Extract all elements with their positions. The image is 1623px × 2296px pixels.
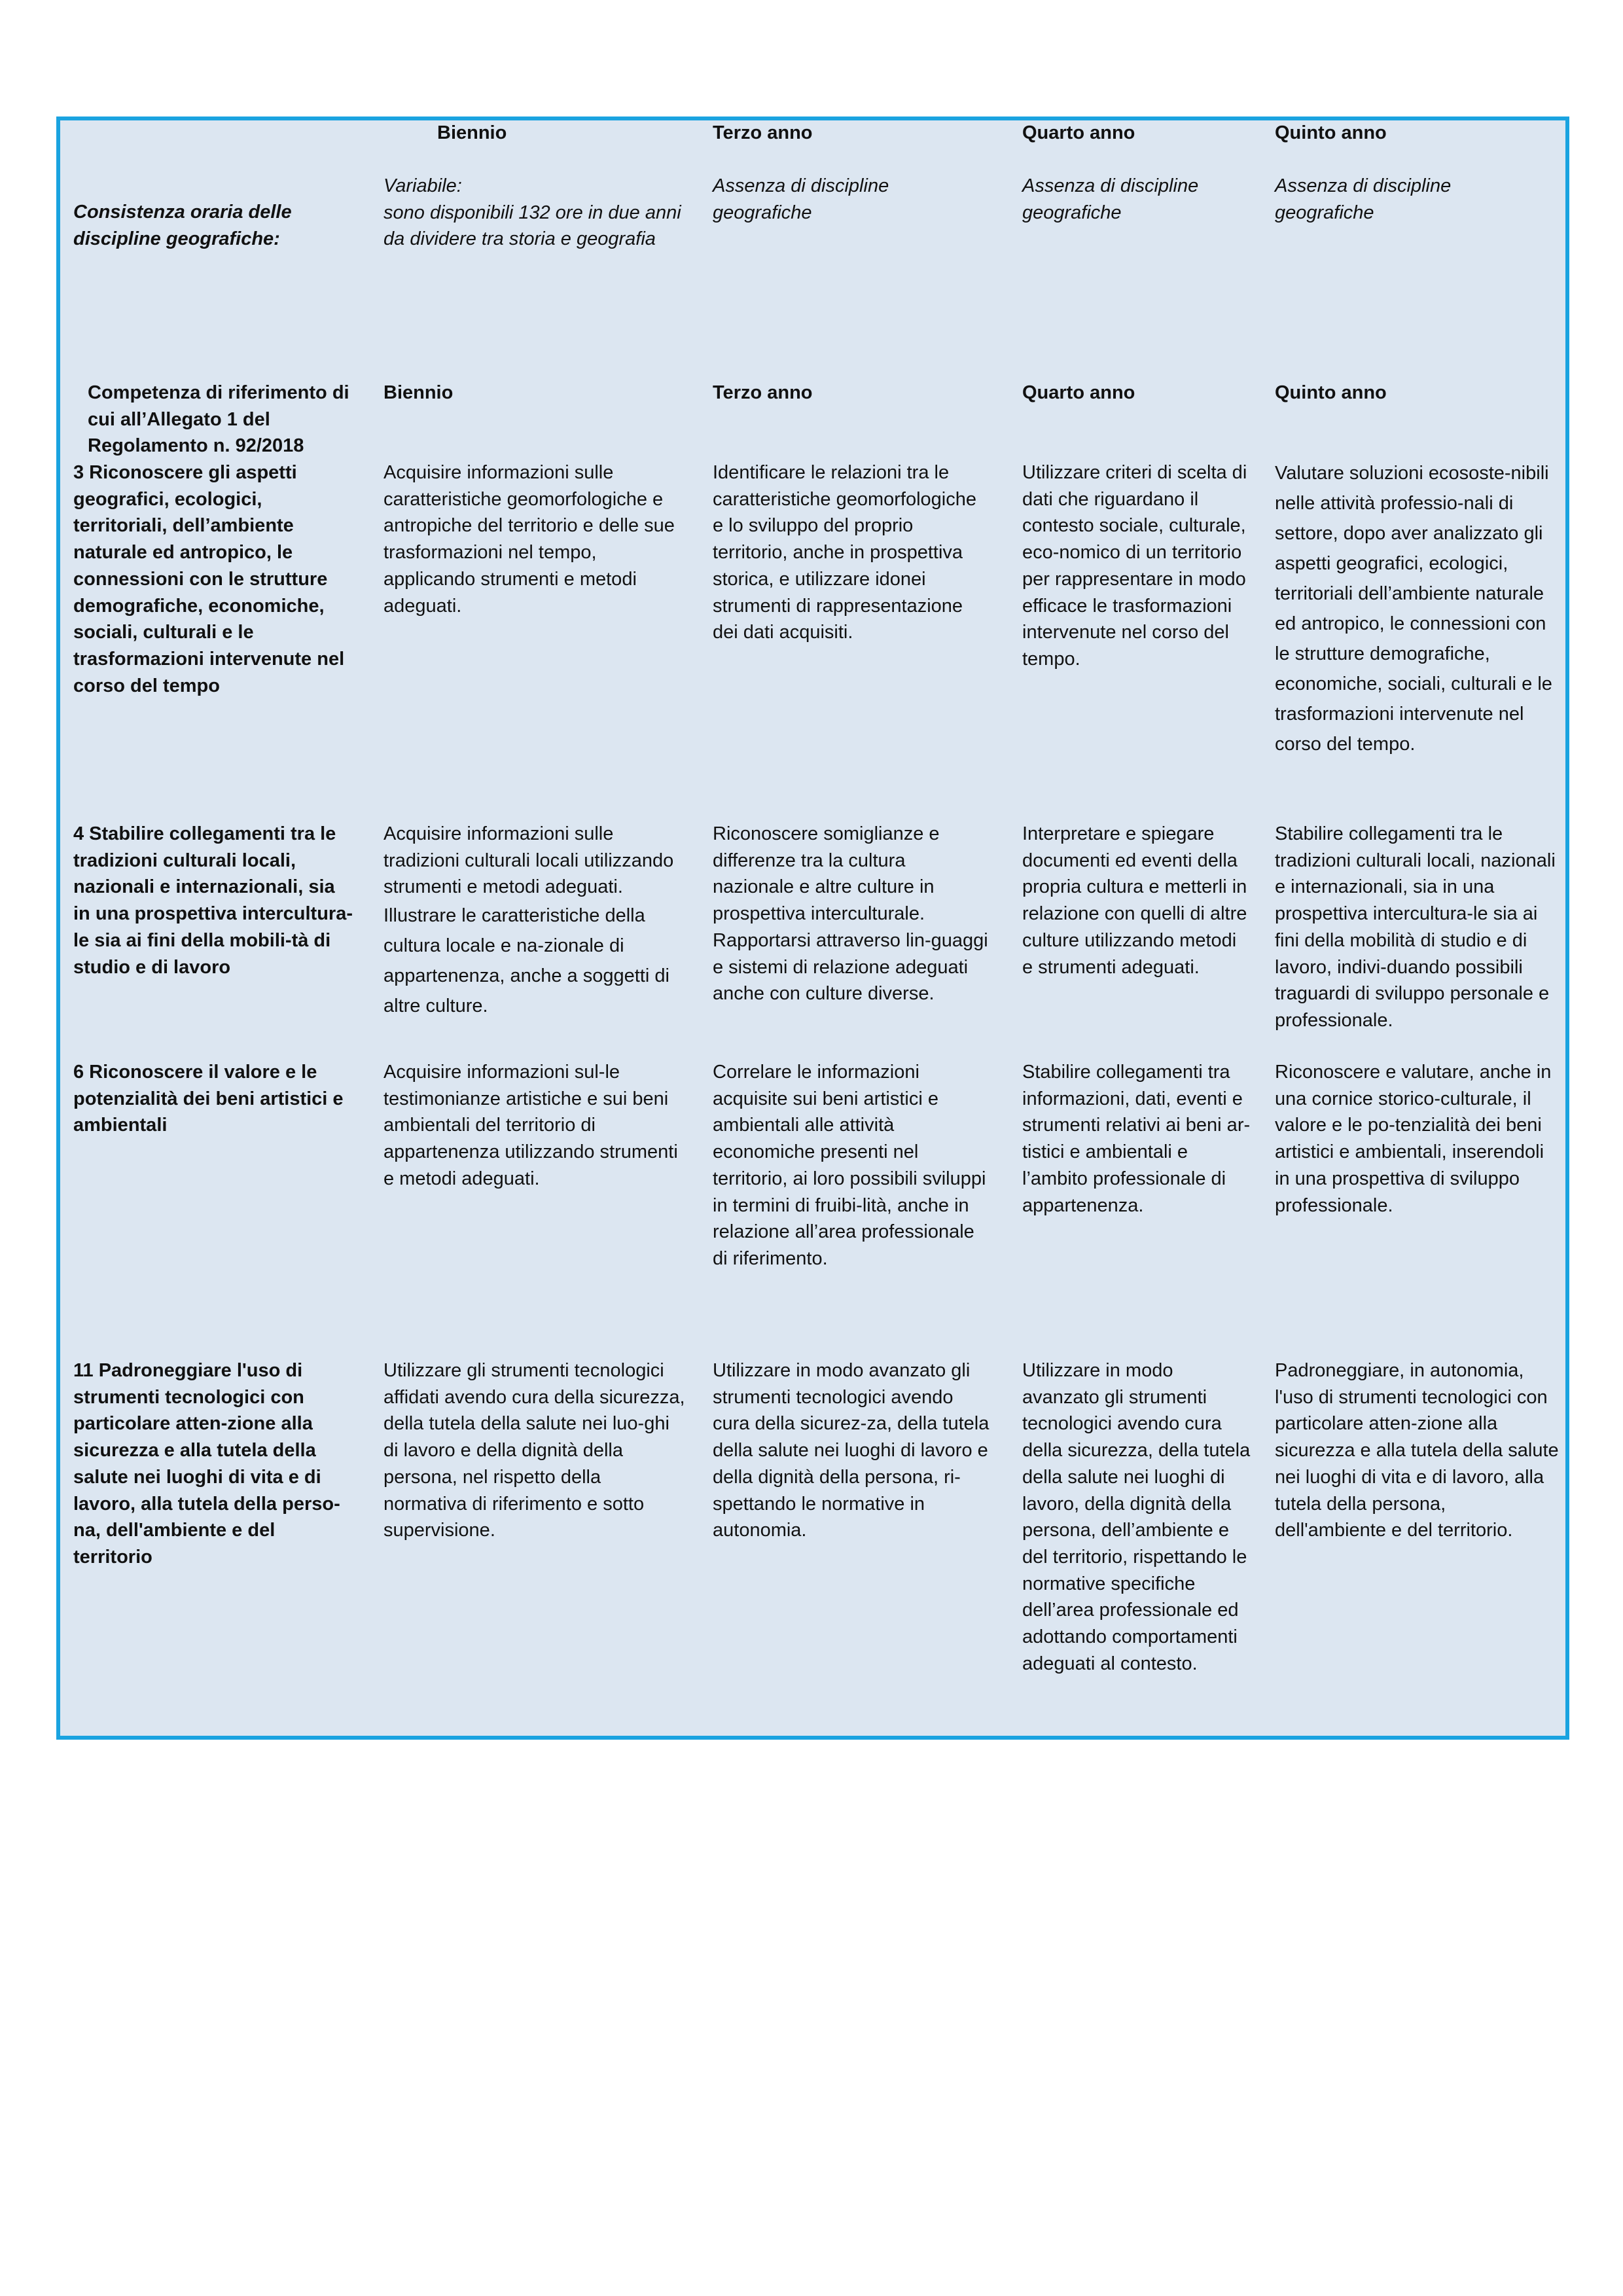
competence-4-biennio-p2: Illustrare le caratteristiche della cultura locale e na-zionale di appartenenza, anche a soggetti di altre culture. bbox=[383, 905, 669, 1017]
header-quinto-anno: Quinto anno bbox=[1275, 122, 1387, 143]
competence-11-quarto: Utilizzare in modo avanzato gli strumenti tecnologici avendo cura della sicurezza, della tutela della salute nei luoghi di lavoro, della dignità della persona, dell’ambiente e del territorio, rispettando le normative specifiche dell’area professionale ed adottando comportamenti adeguati al contesto. bbox=[1022, 1360, 1251, 1674]
competence-3-biennio: Acquisire informazioni sulle caratteristiche geomorfologiche e antropiche del territorio e delle sue trasformazioni nel tempo, applicando strumenti e metodi adeguati. bbox=[383, 462, 675, 617]
competence-11: 11 Padroneggiare l'uso di strumenti tecnologici con particolare atten-zione alla sicurezza e alla tutela della salute nei luoghi di vita e di lavoro, alla tutela della perso-na, dell'ambiente e del territorio bbox=[73, 1360, 340, 1568]
competence-6-quinto: Riconoscere e valutare, anche in una cornice storico-culturale, il valore e le po-tenzialità dei beni artistici e ambientali, inserendoli in una prospettiva di sviluppo professionale. bbox=[1275, 1062, 1552, 1216]
competence-11-quinto: Padroneggiare, in autonomia, l'uso di strumenti tecnologici con particolare atten-zione alla sicurezza e alla tutela della salute nei luoghi di vita e di lavoro, alla tutela della persona, dell'ambiente e del territorio. bbox=[1275, 1360, 1559, 1541]
competence-header-quarto: Quarto anno bbox=[1022, 382, 1135, 403]
competence-header-quinto: Quinto anno bbox=[1275, 382, 1387, 403]
hours-quinto: Assenza di discipline geografiche bbox=[1275, 175, 1452, 223]
competence-3-quinto: Valutare soluzioni ecososte-nibili nelle attività professio-nali di settore, dopo aver analizzato gli aspetti geografici, ecologici, territoriali dell’ambiente naturale ed antropico, le connessioni con le strutture demografiche, economiche, sociali, culturali e le trasformazioni intervenute nel corso del tempo. bbox=[1275, 463, 1552, 755]
competence-4-quarto: Interpretare e spiegare documenti ed eventi della propria cultura e metterli in relazione con quelli di altre culture utilizzando metodi e strumenti adeguati. bbox=[1022, 823, 1247, 978]
competence-header-terzo: Terzo anno bbox=[713, 382, 813, 403]
hours-terzo: Assenza di discipline geografiche bbox=[713, 175, 889, 223]
hours-biennio-line2: sono disponibili 132 ore in due anni da dividere tra storia e geografia bbox=[383, 202, 681, 250]
competence-4-terzo: Riconoscere somiglianze e differenze tra la cultura nazionale e altre culture in prospettiva interculturale. Rapportarsi attraverso lin-guaggi e sistemi di relazione adeguati anche con culture diverse. bbox=[713, 823, 988, 1005]
competence-6-terzo: Correlare le informazioni acquisite sui beni artistici e ambientali alle attività economiche presenti nel territorio, ai loro possibili sviluppi in termini di fruibi-lità, anche in relazione all’area professionale di riferimento. bbox=[713, 1062, 986, 1269]
competence-header-label: Competenza di riferimento di cui all’Allegato 1 del Regolamento n. 92/2018 bbox=[88, 382, 349, 457]
hours-biennio-line1: Variabile: bbox=[383, 175, 462, 196]
competence-header-biennio: Biennio bbox=[383, 382, 454, 403]
competence-4-biennio bbox=[383, 821, 687, 1021]
competence-3-quarto: Utilizzare criteri di scelta di dati che riguardano il contesto sociale, culturale, eco-nomico di un territorio per rappresentare in modo efficace le trasformazioni intervenute nel corso del tempo. bbox=[1022, 462, 1247, 670]
competence-3: 3 Riconoscere gli aspetti geografici, ecologici, territoriali, dell’ambiente naturale ed antropico, le connessioni con le strutture demografiche, economiche, sociali, culturali e le trasformazioni intervenute nel corso del tempo bbox=[73, 462, 345, 696]
competence-4: 4 Stabilire collegamenti tra le tradizioni culturali locali, nazionali e internazionali, sia in una prospettiva intercultura-le sia ai fini della mobili-tà di studio e di lavoro bbox=[73, 823, 353, 978]
competence-6: 6 Riconoscere il valore e le potenzialità dei beni artistici e ambientali bbox=[73, 1062, 344, 1136]
competence-11-terzo: Utilizzare in modo avanzato gli strumenti tecnologici avendo cura della sicurez-za, della tutela della salute nei luoghi di lavoro e della dignità della persona, ri-spettando le normative in autonomia. bbox=[713, 1360, 990, 1541]
competence-11-biennio: Utilizzare gli strumenti tecnologici affidati avendo cura della sicurezza, della tutela della salute nei luo-ghi di lavoro e della dignità della persona, nel rispetto della normativa di riferimento e sotto supervisione. bbox=[383, 1360, 685, 1541]
header-terzo-anno: Terzo anno bbox=[713, 122, 813, 143]
header-quarto-anno: Quarto anno bbox=[1022, 122, 1135, 143]
competence-4-quinto: Stabilire collegamenti tra le tradizioni culturali locali, nazionali e internazionali, sia in una prospettiva intercultura-le sia ai fini della mobilità di studio e di lavoro, indivi-duando possibili traguardi di sviluppo personale e professionale. bbox=[1275, 823, 1556, 1031]
competence-6-quarto: Stabilire collegamenti tra informazioni, dati, eventi e strumenti relativi ai beni ar-tistici e ambientali e l’ambito professionale di appartenenza. bbox=[1022, 1062, 1251, 1216]
header-biennio: Biennio bbox=[437, 122, 507, 143]
competence-4-biennio-p1: Acquisire informazioni sulle tradizioni culturali locali utilizzando strumenti e metodi adeguati. bbox=[383, 823, 674, 898]
competence-6-biennio: Acquisire informazioni sul-le testimonianze artistiche e sui beni ambientali del territorio di appartenenza utilizzando strumenti e metodi adeguati. bbox=[383, 1062, 678, 1189]
competence-3-terzo: Identificare le relazioni tra le caratteristiche geomorfologiche e lo sviluppo del proprio territorio, anche in prospettiva storica, e utilizzare idonei strumenti di rappresentazione dei dati acquisiti. bbox=[713, 462, 976, 643]
hours-quarto: Assenza di discipline geografiche bbox=[1022, 175, 1199, 223]
hours-label: Consistenza oraria delle discipline geografiche: bbox=[73, 202, 292, 249]
hours-biennio bbox=[383, 173, 687, 253]
